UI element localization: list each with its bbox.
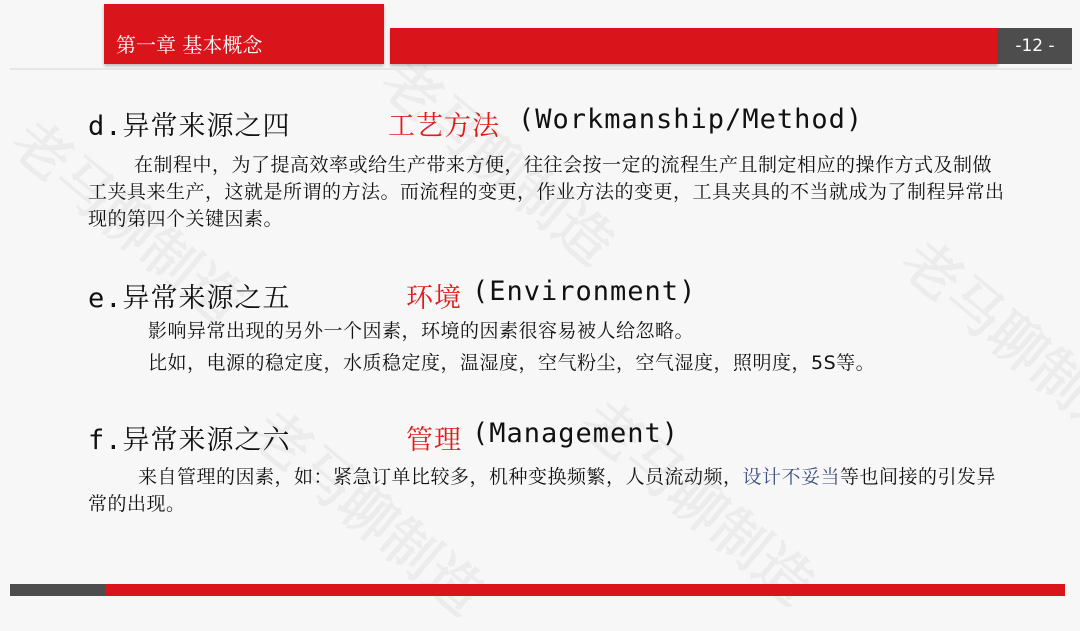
page-number: -12 -: [998, 28, 1072, 64]
section-keyword: 管理: [406, 425, 462, 456]
chapter-header: [104, 4, 384, 64]
section-english: (Environment): [472, 276, 697, 307]
footer-bar-red: [105, 584, 1065, 596]
section-heading-d: [88, 104, 864, 143]
paragraph-text: 在制程中，为了提高效率或给生产带来方便，往往会按一定的流程生产且制定相应的操作方式及制做工夹具来生产，这就是所谓的方法。而流程的变更，作业方法的变更，工具夹具的不当就成为了制程异常出现的第四个关键因素。: [88, 154, 1005, 230]
highlight-text: 设计不妥当: [742, 466, 841, 488]
section-prefix: e.: [88, 283, 123, 314]
section-e-line-2: 比如，电源的稳定度，水质稳定度，温湿度，空气粉尘，空气湿度，照明度，5S等。: [148, 352, 876, 374]
section-heading-e: [88, 276, 697, 315]
header-divider: [10, 68, 1072, 70]
section-d-paragraph: [88, 152, 1006, 233]
section-label: 异常来源之四: [122, 111, 291, 142]
section-label: 异常来源之六: [122, 425, 291, 456]
header-band: [390, 28, 998, 64]
section-e-line-1: 影响异常出现的另外一个因素，环境的因素很容易被人给忽略。: [148, 320, 695, 342]
paragraph-text: 来自管理的因素，如：紧急订单比较多，机种变换频繁，人员流动频，: [138, 466, 743, 488]
footer-bar-dark: [10, 584, 105, 596]
section-heading-f: [88, 418, 680, 457]
section-english: (Workmanship/Method): [518, 104, 864, 135]
paragraph-text: 等也间接的引发异常的出现。: [88, 466, 997, 515]
chapter-title: 第一章 基本概念: [116, 33, 263, 57]
section-label: 异常来源之五: [122, 283, 291, 314]
section-prefix: f.: [88, 425, 123, 456]
section-prefix: d.: [88, 111, 123, 142]
section-f-paragraph: [88, 464, 1006, 518]
section-keyword: 工艺方法: [388, 111, 500, 142]
section-english: (Management): [472, 418, 680, 449]
section-keyword: 环境: [406, 283, 462, 314]
